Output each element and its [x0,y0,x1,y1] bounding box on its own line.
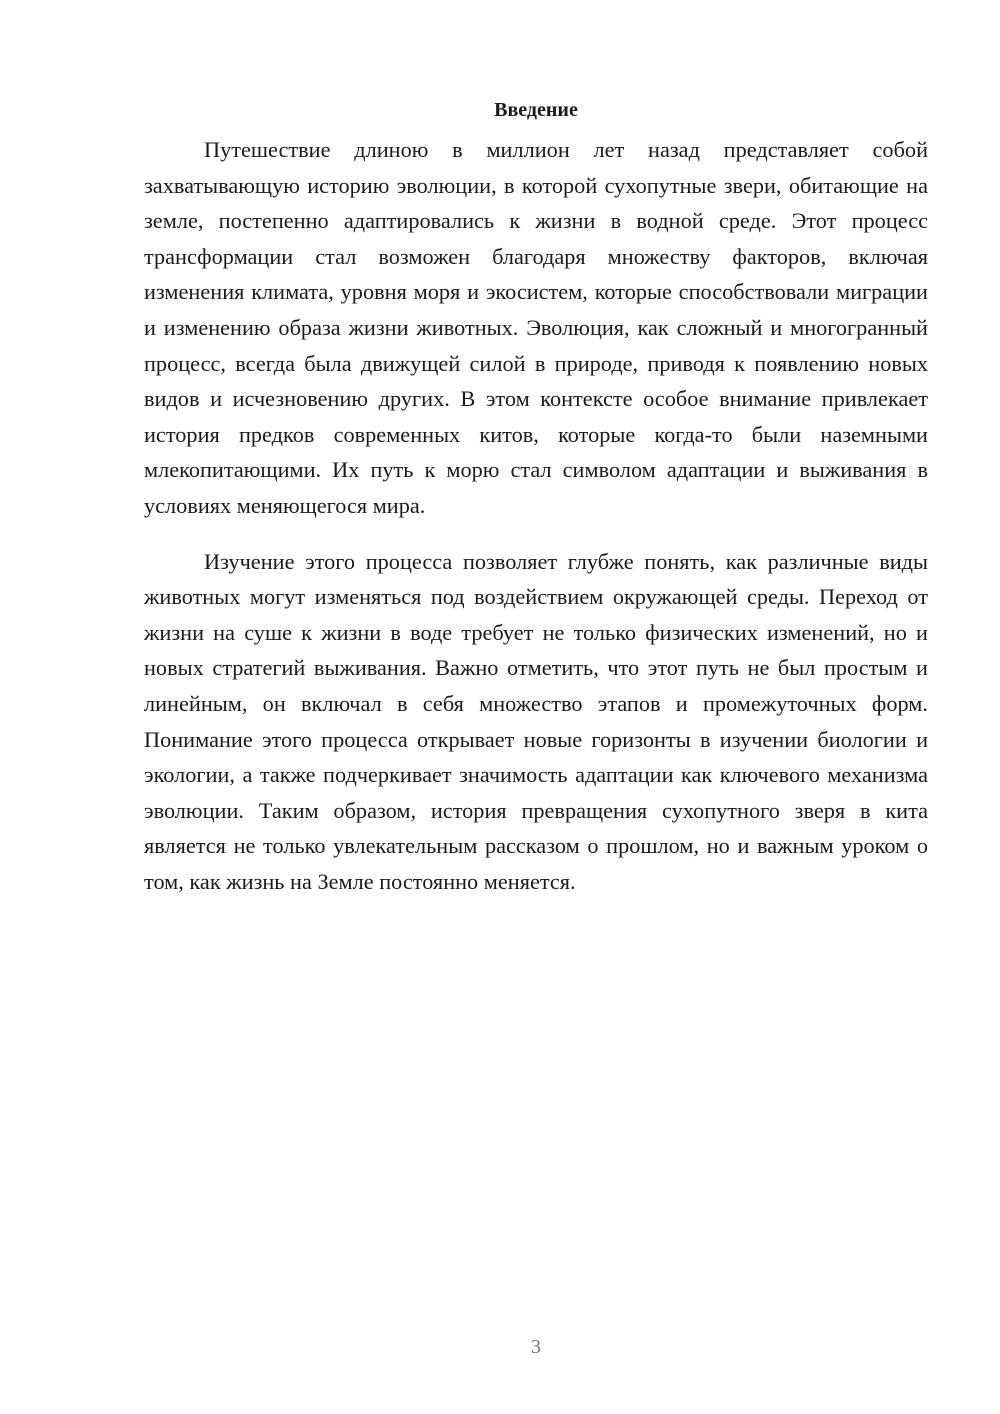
paragraph-2: Изучение этого процесса позволяет глубже понять, как различные виды животных могут изменяться под воздействием окружающей среды. Переход от жизни на суше к жизни в воде требует не только физических изменений, но и новых стратегий выживания. Важно отметить, что этот путь не был простым и линейным, он включал в себя множество этапов и промежуточных форм. Понимание этого процесса открывает новые горизонты в изучении биологии и экологии, а также подчеркивает значимость адаптации как ключевого механизма эволюции. Таким образом, история превращения сухопутного зверя в кита является не только увлекательным рассказом о прошлом, но и важным уроком о том, как жизнь на Земле постоянно меняется. [144,548,928,894]
section-title: Введение [494,99,578,121]
page-content [144,96,928,899]
page-number: 3 [531,1336,541,1358]
paragraph-1: Путешествие длиною в миллион лет назад представляет собой захватывающую историю эволюции, в которой сухопутные звери, обитающие на земле, постепенно адаптировались к жизни в водной среде. Этот процесс трансформации стал возможен благодаря множеству факторов, включая изменения климата, уровня моря и экосистем, которые способствовали миграции и изменению образа жизни животных. Эволюция, как сложный и многогранный процесс, всегда была движущей силой в природе, приводя к появлению новых видов и исчезновению других. В этом контексте особое внимание привлекает история предков современных китов, которые когда-то были наземными млекопитающими. Их путь к морю стал символом адаптации и выживания в условиях меняющегося мира. [144,137,928,518]
